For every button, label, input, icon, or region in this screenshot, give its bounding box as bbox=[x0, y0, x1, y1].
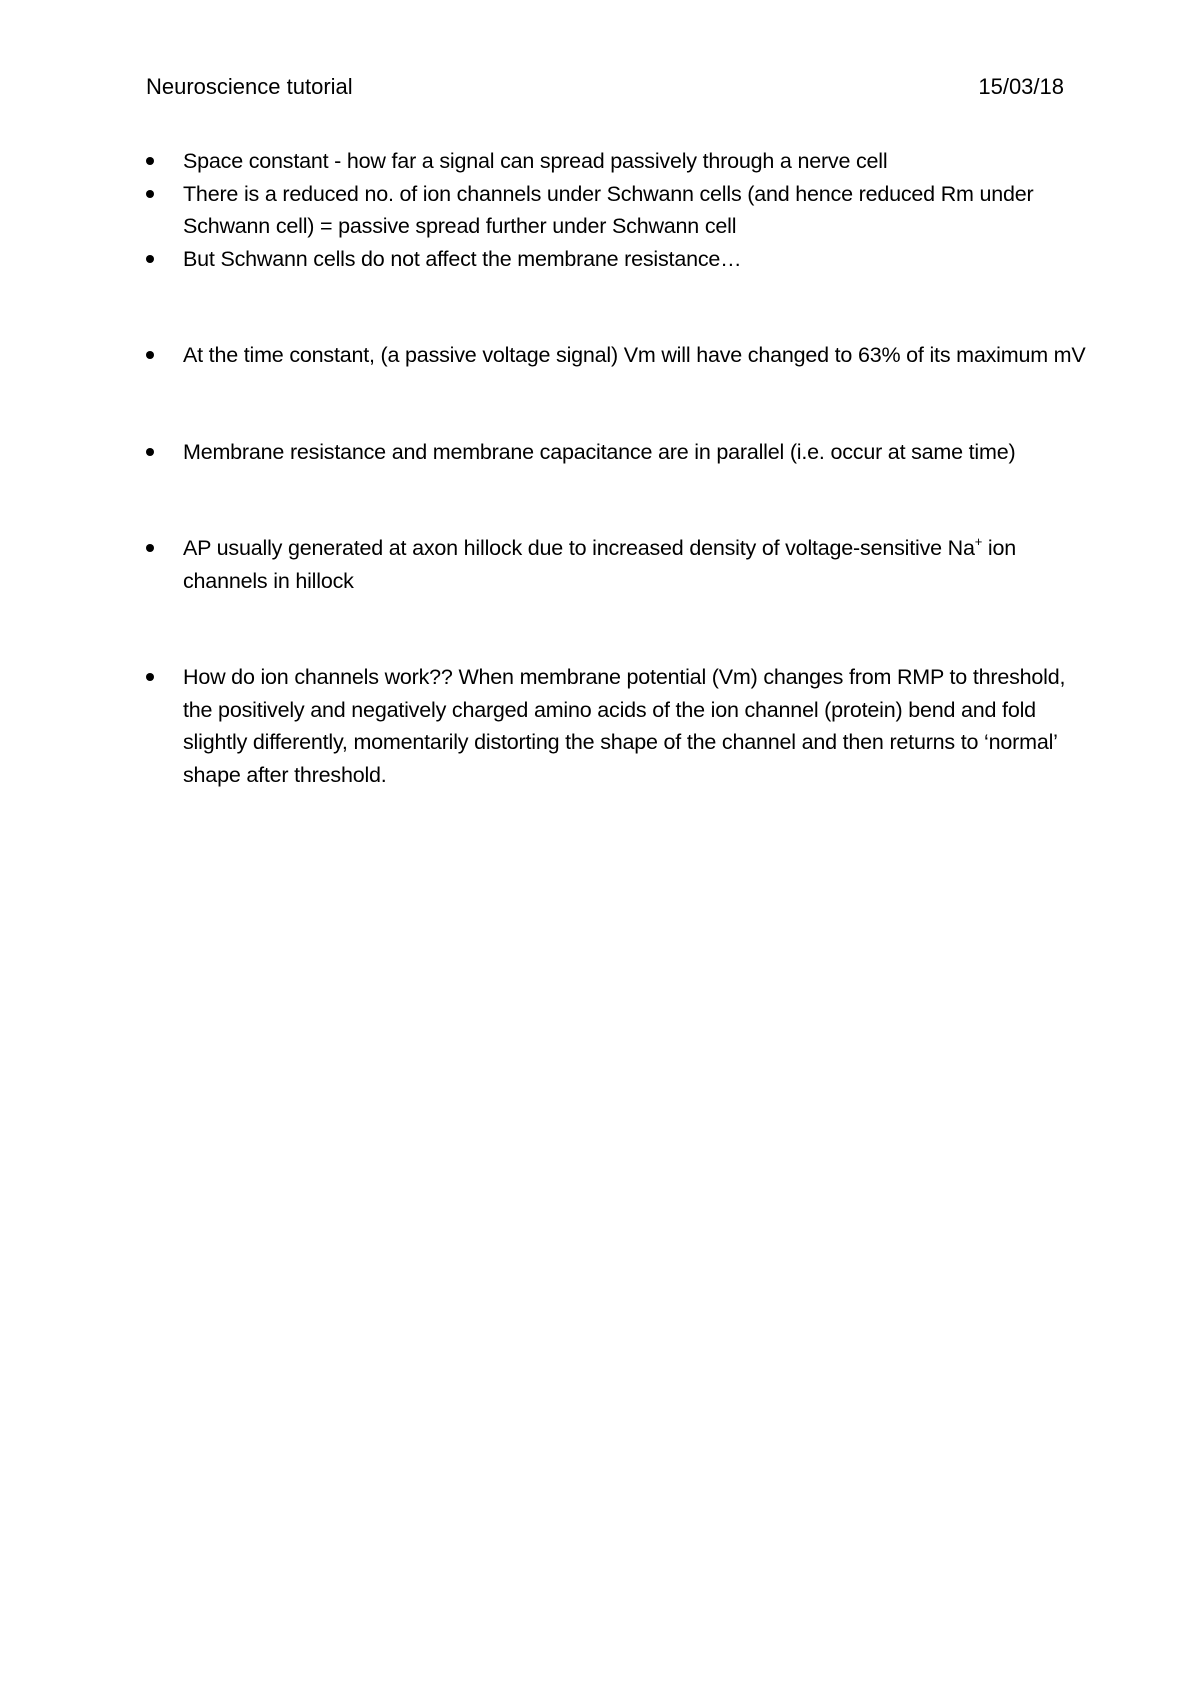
bullet-icon bbox=[146, 157, 154, 165]
bullet-item bbox=[146, 178, 1086, 243]
bullet-item bbox=[146, 145, 1086, 178]
bullet-item bbox=[146, 436, 1086, 469]
document-title: Neuroscience tutorial bbox=[146, 74, 353, 99]
bullet-text bbox=[183, 533, 1017, 593]
bullet-icon bbox=[146, 255, 154, 263]
bullet-icon bbox=[146, 448, 154, 456]
bullet-text: There is a reduced no. of ion channels under Schwann cells (and hence reduced Rm under Schwann cell) = passive spread further under Schwann cell bbox=[183, 181, 1034, 238]
page-header bbox=[146, 72, 1064, 102]
bullet-icon bbox=[146, 673, 154, 681]
bullet-item bbox=[146, 532, 1086, 597]
bullet-group-membrane bbox=[146, 436, 1086, 469]
bullet-text: But Schwann cells do not affect the membrane resistance… bbox=[183, 246, 742, 271]
bullet-group-axon-hillock bbox=[146, 532, 1086, 597]
document-date: 15/03/18 bbox=[978, 74, 1064, 99]
bullet-text: Space constant - how far a signal can spread passively through a nerve cell bbox=[183, 149, 888, 173]
bullet-group-time-constant bbox=[146, 339, 1086, 372]
bullet-icon bbox=[146, 190, 154, 198]
bullet-icon bbox=[146, 351, 154, 359]
bullet-group-ion-channels bbox=[146, 661, 1086, 791]
bullet-text: At the time constant, (a passive voltage signal) Vm will have changed to 63% of its maximum mV bbox=[183, 343, 1086, 367]
bullet-text: Membrane resistance and membrane capacitance are in parallel (i.e. occur at same time) bbox=[183, 439, 1016, 464]
sodium-superscript: + bbox=[974, 533, 983, 549]
bullet-item bbox=[146, 661, 1086, 791]
bullet-text-after: ion channels in hillock bbox=[183, 536, 1017, 593]
bullet-text: How do ion channels work?? When membrane potential (Vm) changes from RMP to threshold, the positively and negatively charged amino acids of the ion channel (protein) bend and fold slightly differently, momentarily distorting the shape of the channel and then returns to ‘normal’ shape after threshold. bbox=[183, 665, 1066, 787]
bullet-group-space-constant bbox=[146, 145, 1086, 275]
notes-body bbox=[146, 145, 1086, 791]
bullet-icon bbox=[146, 544, 154, 552]
bullet-item bbox=[146, 243, 1086, 276]
bullet-item bbox=[146, 339, 1086, 372]
bullet-text-before: AP usually generated at axon hillock due to increased density of voltage-sensitive Na bbox=[183, 536, 975, 560]
